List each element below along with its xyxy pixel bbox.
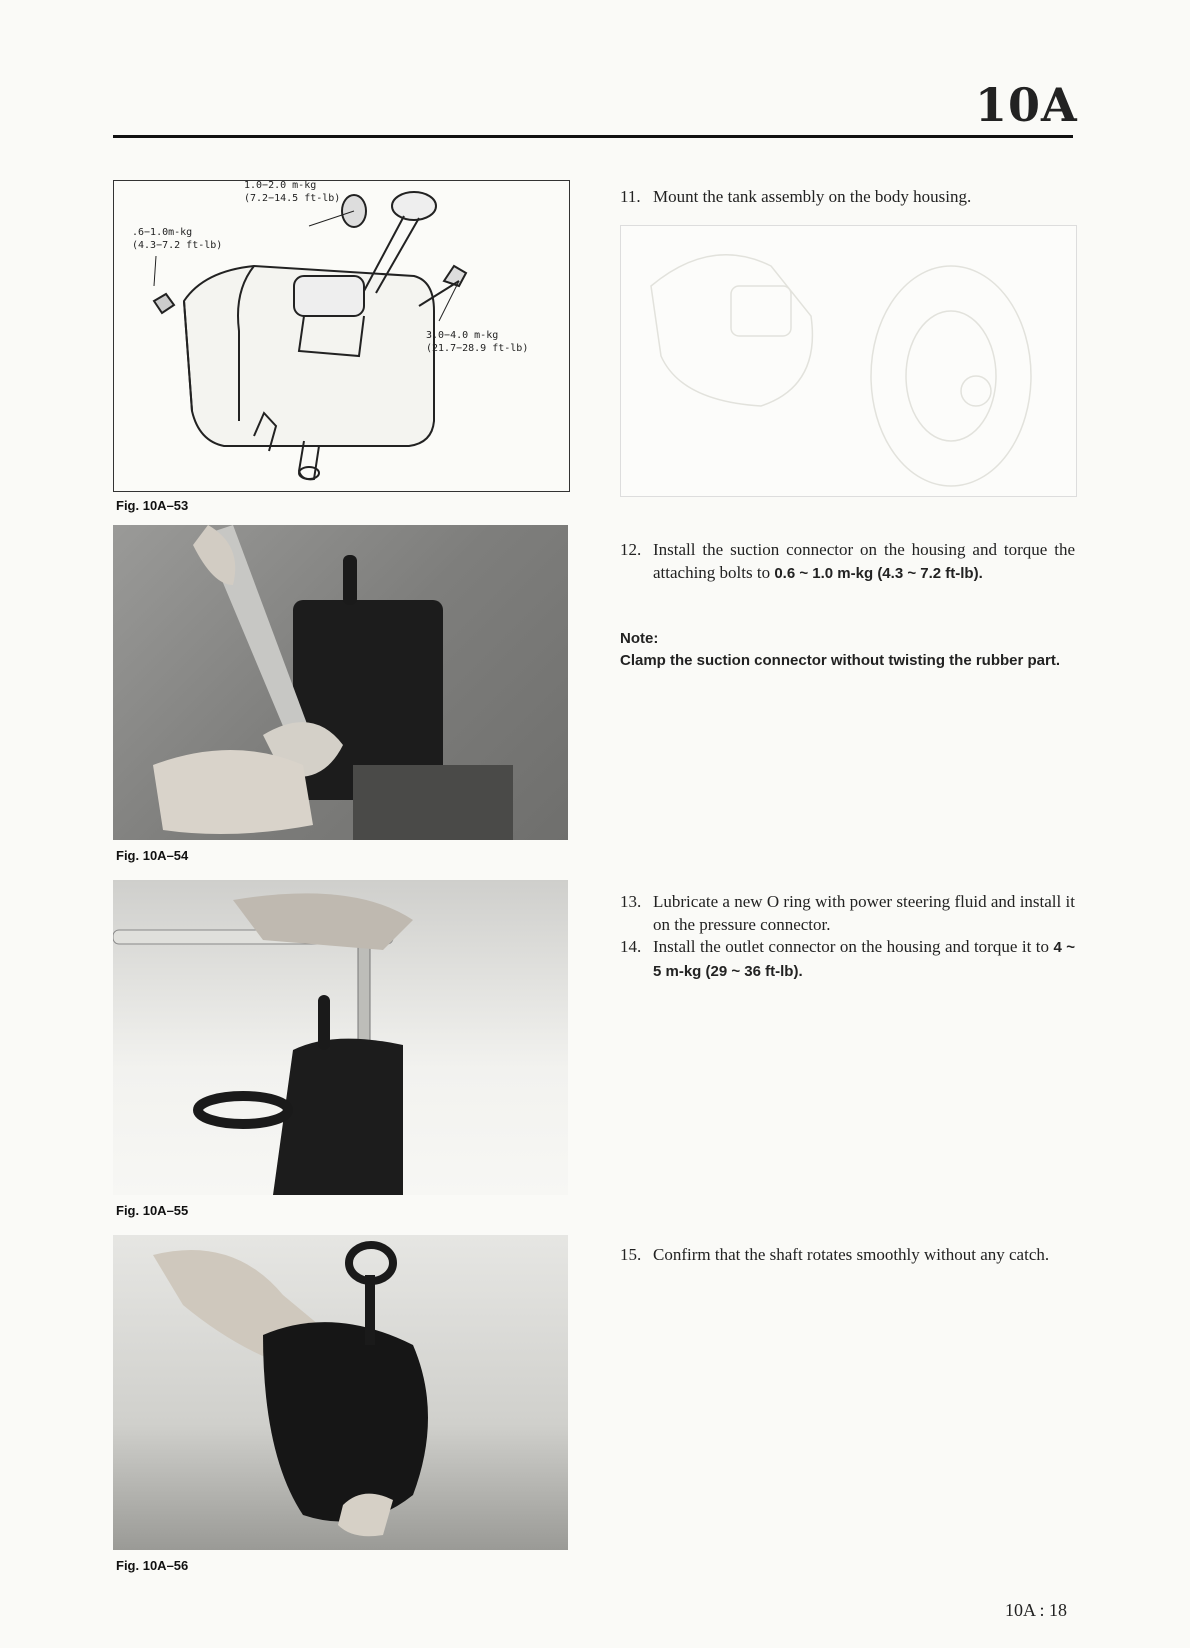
step-13-number: 13. (620, 892, 642, 911)
step-12-number: 12. (620, 540, 642, 559)
step-14-text: Install the outlet connector on the housing and torque it to (653, 937, 1054, 956)
step-14-number: 14. (620, 937, 642, 956)
figure-10a-55-photo (113, 880, 568, 1195)
figure-10a-56-photo (113, 1235, 568, 1550)
photo-hands-rotating-shaft (113, 1235, 568, 1550)
callout-upper-torque (244, 180, 340, 205)
show-through-drawing (621, 226, 1076, 496)
figure-10a-53-diagram (113, 180, 570, 492)
step-15-text: Confirm that the shaft rotates smoothly without any catch. (653, 1245, 1050, 1264)
figure-10a-53-label: Fig. 10A–53 (116, 498, 189, 513)
step-11-number: 11. (620, 187, 641, 206)
callout-upper-line1: 1.0−2.0 m-kg (244, 180, 317, 191)
step-14 (620, 935, 1075, 981)
figure-10a-54-label: Fig. 10A–54 (116, 848, 189, 863)
step-13-text: Lubricate a new O ring with power steering fluid and install it on the pressure connector. (653, 892, 1075, 934)
note-title: Note: (620, 630, 659, 647)
callout-upper-line2: (7.2−14.5 ft-lb) (244, 193, 341, 204)
step-14-torque-spec: 4 ~ 5 m-kg (29 ~ 36 ft-lb). (653, 939, 1075, 980)
callout-right-line2: (21.7−28.9 ft-lb) (426, 343, 529, 354)
callout-right-line1: 3.0−4.0 m-kg (426, 330, 499, 341)
note-block (620, 628, 1075, 672)
photo-torque-wrench (113, 880, 568, 1195)
step-15-number: 15. (620, 1245, 642, 1264)
step-12-torque-spec: 0.6 ~ 1.0 m-kg (4.3 ~ 7.2 ft-lb). (774, 565, 983, 582)
step-13 (620, 890, 1075, 936)
section-code: 10A (975, 78, 1078, 132)
show-through-figure (620, 225, 1077, 497)
figure-10a-56-label: Fig. 10A–56 (116, 1558, 189, 1573)
header-rule (113, 135, 1073, 138)
note-body: Clamp the suction connector without twisting the rubber part. (620, 652, 1061, 669)
callout-right-torque (426, 329, 528, 355)
step-12-text: Install the suction connector on the housing and torque the attaching bolts to (653, 540, 1075, 582)
callout-left-torque (132, 226, 222, 252)
page-number: 10A : 18 (1005, 1600, 1068, 1620)
step-15 (620, 1243, 1075, 1289)
step-11 (620, 185, 1075, 211)
step-11-text: Mount the tank assembly on the body housing. (653, 187, 972, 206)
callout-left-line1: .6−1.0m-kg (132, 227, 193, 238)
photo-wrench-on-pump (113, 525, 568, 840)
callout-left-line2: (4.3−7.2 ft-lb) (132, 240, 223, 251)
figure-10a-55-label: Fig. 10A–55 (116, 1203, 189, 1218)
figure-10a-54-photo (113, 525, 568, 840)
step-12 (620, 538, 1075, 608)
